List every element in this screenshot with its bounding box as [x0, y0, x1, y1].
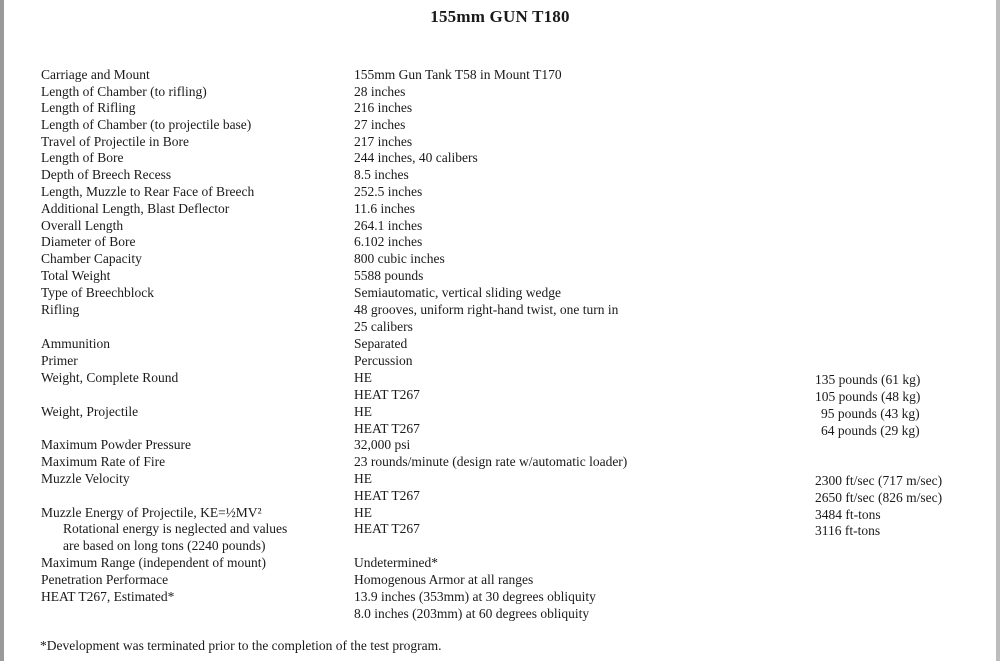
spec-value: 252.5 inches [354, 184, 423, 199]
spec-value: 155mm Gun Tank T58 in Mount T170 [354, 67, 562, 82]
spec-value: 6.102 inches [354, 234, 423, 249]
spec-value: HE [354, 370, 372, 385]
spec-extra: 105 pounds (48 kg) [815, 389, 921, 404]
spec-label: Chamber Capacity [41, 251, 142, 266]
spec-extra: 135 pounds (61 kg) [815, 372, 921, 387]
spec-label: Maximum Rate of Fire [41, 454, 166, 469]
spec-value: 216 inches [354, 100, 413, 115]
spec-label: Ammunition [41, 336, 111, 351]
spec-value: Semiautomatic, vertical sliding wedge [354, 285, 561, 300]
spec-extra: 3484 ft-tons [815, 507, 881, 522]
spec-note: are based on long tons (2240 pounds) [63, 538, 266, 553]
spec-value: HE [354, 404, 372, 419]
spec-label: Length of Chamber (to rifling) [41, 84, 207, 99]
spec-extra: 2650 ft/sec (826 m/sec) [815, 490, 943, 505]
spec-value: 264.1 inches [354, 218, 423, 233]
spec-label: Maximum Range (independent of mount) [41, 555, 266, 570]
spec-label: Length of Chamber (to projectile base) [41, 117, 252, 132]
spec-value: Undetermined* [354, 555, 438, 570]
spec-label: Diameter of Bore [41, 234, 136, 249]
spec-value: 8.0 inches (203mm) at 60 degrees obliquity [354, 606, 590, 621]
spec-extra: 95 pounds (43 kg) [821, 406, 920, 421]
footnote: *Development was terminated prior to the completion of the test program. [40, 638, 442, 653]
spec-extra: 3116 ft-tons [815, 523, 881, 538]
spec-label: Additional Length, Blast Deflector [41, 201, 230, 216]
spec-label: Penetration Performace [41, 572, 169, 587]
spec-value: HE [354, 471, 372, 486]
spec-label: Travel of Projectile in Bore [41, 134, 189, 149]
spec-label: Rifling [41, 302, 80, 317]
spec-extra: 2300 ft/sec (717 m/sec) [815, 473, 943, 488]
spec-label: Depth of Breech Recess [41, 167, 172, 182]
spec-label: Carriage and Mount [41, 67, 150, 82]
spec-extra: 64 pounds (29 kg) [821, 423, 920, 438]
spec-label: Length of Bore [41, 150, 124, 165]
spec-value: 27 inches [354, 117, 406, 132]
spec-value: HEAT T267 [354, 521, 420, 536]
spec-label: Weight, Complete Round [41, 370, 179, 385]
spec-value: 244 inches, 40 calibers [354, 150, 478, 165]
spec-value: 23 rounds/minute (design rate w/automatic loader) [354, 454, 628, 469]
spec-label: Primer [41, 353, 78, 368]
spec-value: 800 cubic inches [354, 251, 445, 266]
spec-label: Total Weight [41, 268, 111, 283]
spec-value: 28 inches [354, 84, 406, 99]
spec-value: 25 calibers [354, 319, 413, 334]
spec-label: Type of Breechblock [41, 285, 155, 300]
page-title: 155mm GUN T180 [430, 7, 570, 26]
spec-value: 8.5 inches [354, 167, 409, 182]
spec-value: HEAT T267 [354, 387, 420, 402]
spec-value: HEAT T267 [354, 488, 420, 503]
spec-label: Muzzle Velocity [41, 471, 130, 486]
spec-value: Percussion [354, 353, 413, 368]
spec-value: HEAT T267 [354, 421, 420, 436]
spec-label: Length, Muzzle to Rear Face of Breech [41, 184, 255, 199]
spec-label: Maximum Powder Pressure [41, 437, 191, 452]
spec-label: Length of Rifling [41, 100, 136, 115]
spec-value: 217 inches [354, 134, 413, 149]
spec-value: Separated [354, 336, 408, 351]
spec-label: Overall Length [41, 218, 124, 233]
spec-label: HEAT T267, Estimated* [41, 589, 175, 604]
spec-label: Muzzle Energy of Projectile, KE=½MV² [41, 505, 262, 520]
spec-value: 5588 pounds [354, 268, 424, 283]
spec-value: 32,000 psi [354, 437, 411, 452]
spec-label: Weight, Projectile [41, 404, 139, 419]
spec-value: HE [354, 505, 372, 520]
right-page-edge [996, 0, 1000, 661]
spec-note: Rotational energy is neglected and values [63, 521, 288, 536]
spec-value: Homogenous Armor at all ranges [354, 572, 534, 587]
left-page-edge [0, 0, 4, 661]
spec-value: 13.9 inches (353mm) at 30 degrees obliquity [354, 589, 596, 604]
spec-value: 48 grooves, uniform right-hand twist, one turn in [354, 302, 619, 317]
spec-value: 11.6 inches [354, 201, 415, 216]
